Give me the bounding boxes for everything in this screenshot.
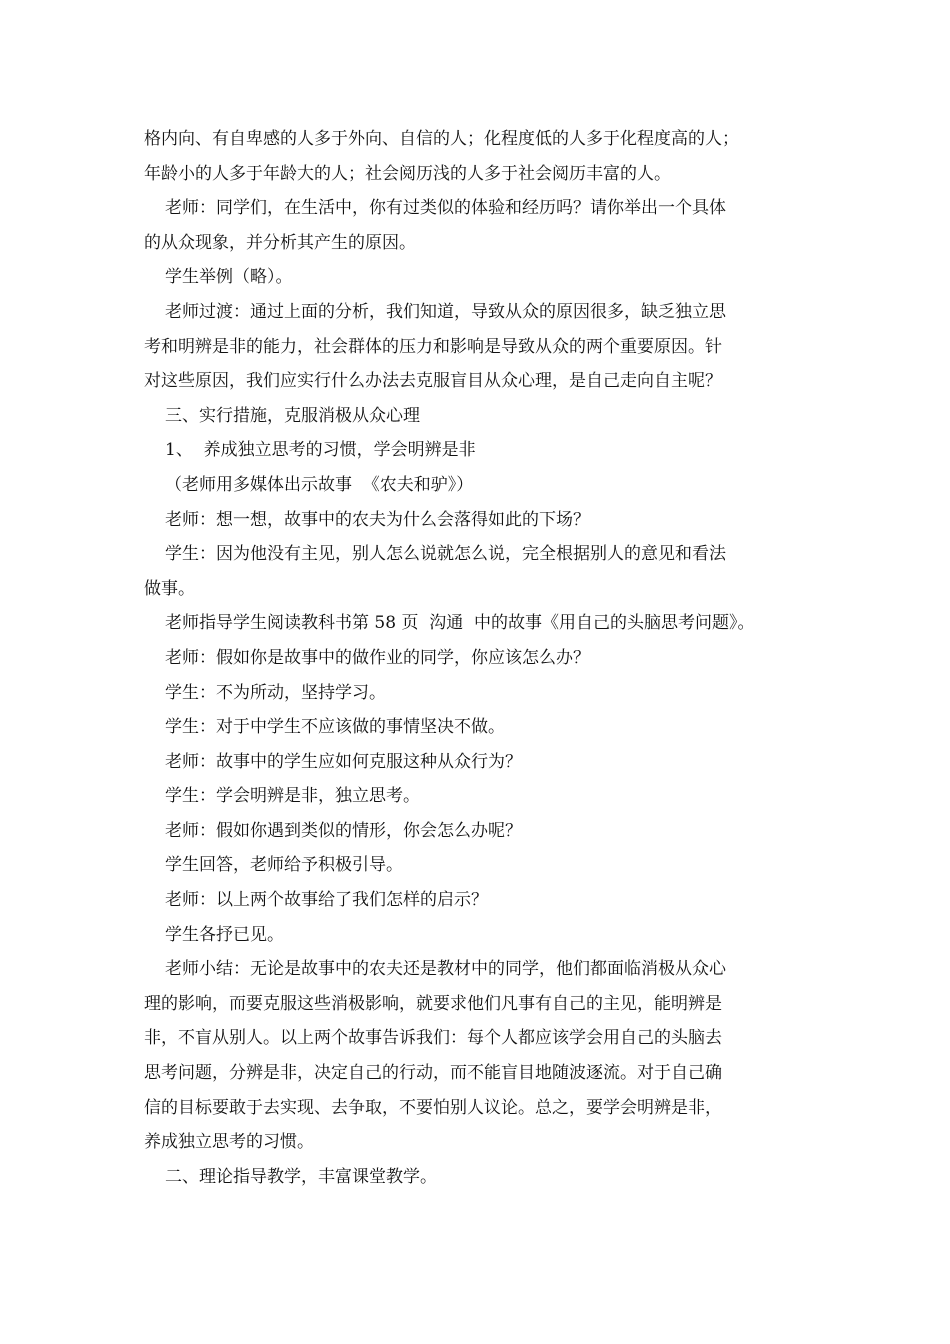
text-line: 1、 养成独立思考的习惯，学会明辨是非 xyxy=(165,440,476,461)
text-line: 学生各抒已见。 xyxy=(165,924,284,945)
text-line: 老师：以上两个故事给了我们怎样的启示？ xyxy=(165,890,488,911)
text-line: 老师小结：无论是故事中的农夫还是教材中的同学，他们都面临消极从众心 xyxy=(165,959,726,980)
text-line: 的从众现象，并分析其产生的原因。 xyxy=(144,232,416,253)
text-line: 非，不盲从别人。以上两个故事告诉我们：每个人都应该学会用自己的头脑去 xyxy=(144,1028,722,1049)
text-line: 老师指导学生阅读教科书第 58 页 沟通 中的故事《用自己的头脑思考问题》。 xyxy=(165,613,755,634)
text-line: 养成独立思考的习惯。 xyxy=(144,1132,314,1153)
text-line: 三、实行措施，克服消极从众心理 xyxy=(165,405,420,426)
text-line: 年龄小的人多于年龄大的人；社会阅历浅的人多于社会阅历丰富的人。 xyxy=(144,163,671,184)
text-line: 老师：想一想，故事中的农夫为什么会落得如此的下场？ xyxy=(165,509,590,530)
text-line: 思考问题，分辨是非，决定自己的行动，而不能盲目地随波逐流。对于自己确 xyxy=(144,1063,722,1084)
text-line: 学生：不为所动，坚持学习。 xyxy=(165,682,386,703)
text-line: 老师过渡：通过上面的分析，我们知道，导致从众的原因很多，缺乏独立思 xyxy=(165,301,726,322)
text-line: 学生：对于中学生不应该做的事情坚决不做。 xyxy=(165,717,505,738)
text-line: 对这些原因，我们应实行什么办法去克服盲目从众心理，是自己走向自主呢？ xyxy=(144,371,722,392)
text-line: 做事。 xyxy=(144,578,195,599)
text-line: 考和明辨是非的能力，社会群体的压力和影响是导致从众的两个重要原因。针 xyxy=(144,336,722,357)
text-line: 学生：因为他没有主见，别人怎么说就怎么说，完全根据别人的意见和看法 xyxy=(165,544,726,565)
document-body xyxy=(144,122,814,1194)
text-line: 二、理论指导教学，丰富课堂教学。 xyxy=(165,1166,437,1187)
text-line: 理的影响，而要克服这些消极影响，就要求他们凡事有自己的主见，能明辨是 xyxy=(144,993,722,1014)
text-line: 老师：故事中的学生应如何克服这种从众行为？ xyxy=(165,751,522,772)
text-line: 老师：假如你遇到类似的情形，你会怎么办呢？ xyxy=(165,820,522,841)
text-line: （老师用多媒体出示故事 《农夫和驴》） xyxy=(165,474,474,495)
text-line: 老师：同学们，在生活中，你有过类似的体验和经历吗？请你举出一个具体 xyxy=(165,198,726,219)
text-line: 老师：假如你是故事中的做作业的同学，你应该怎么办？ xyxy=(165,647,590,668)
text-line: 格内向、有自卑感的人多于外向、自信的人；化程度低的人多于化程度高的人； xyxy=(144,129,739,149)
text-line: 信的目标要敢于去实现、去争取，不要怕别人议论。总之，要学会明辨是非， xyxy=(144,1097,722,1118)
text-line: 学生：学会明辨是非，独立思考。 xyxy=(165,786,420,807)
text-line: 学生回答，老师给予积极引导。 xyxy=(165,855,403,876)
text-line: 学生举例（略）。 xyxy=(165,267,293,288)
